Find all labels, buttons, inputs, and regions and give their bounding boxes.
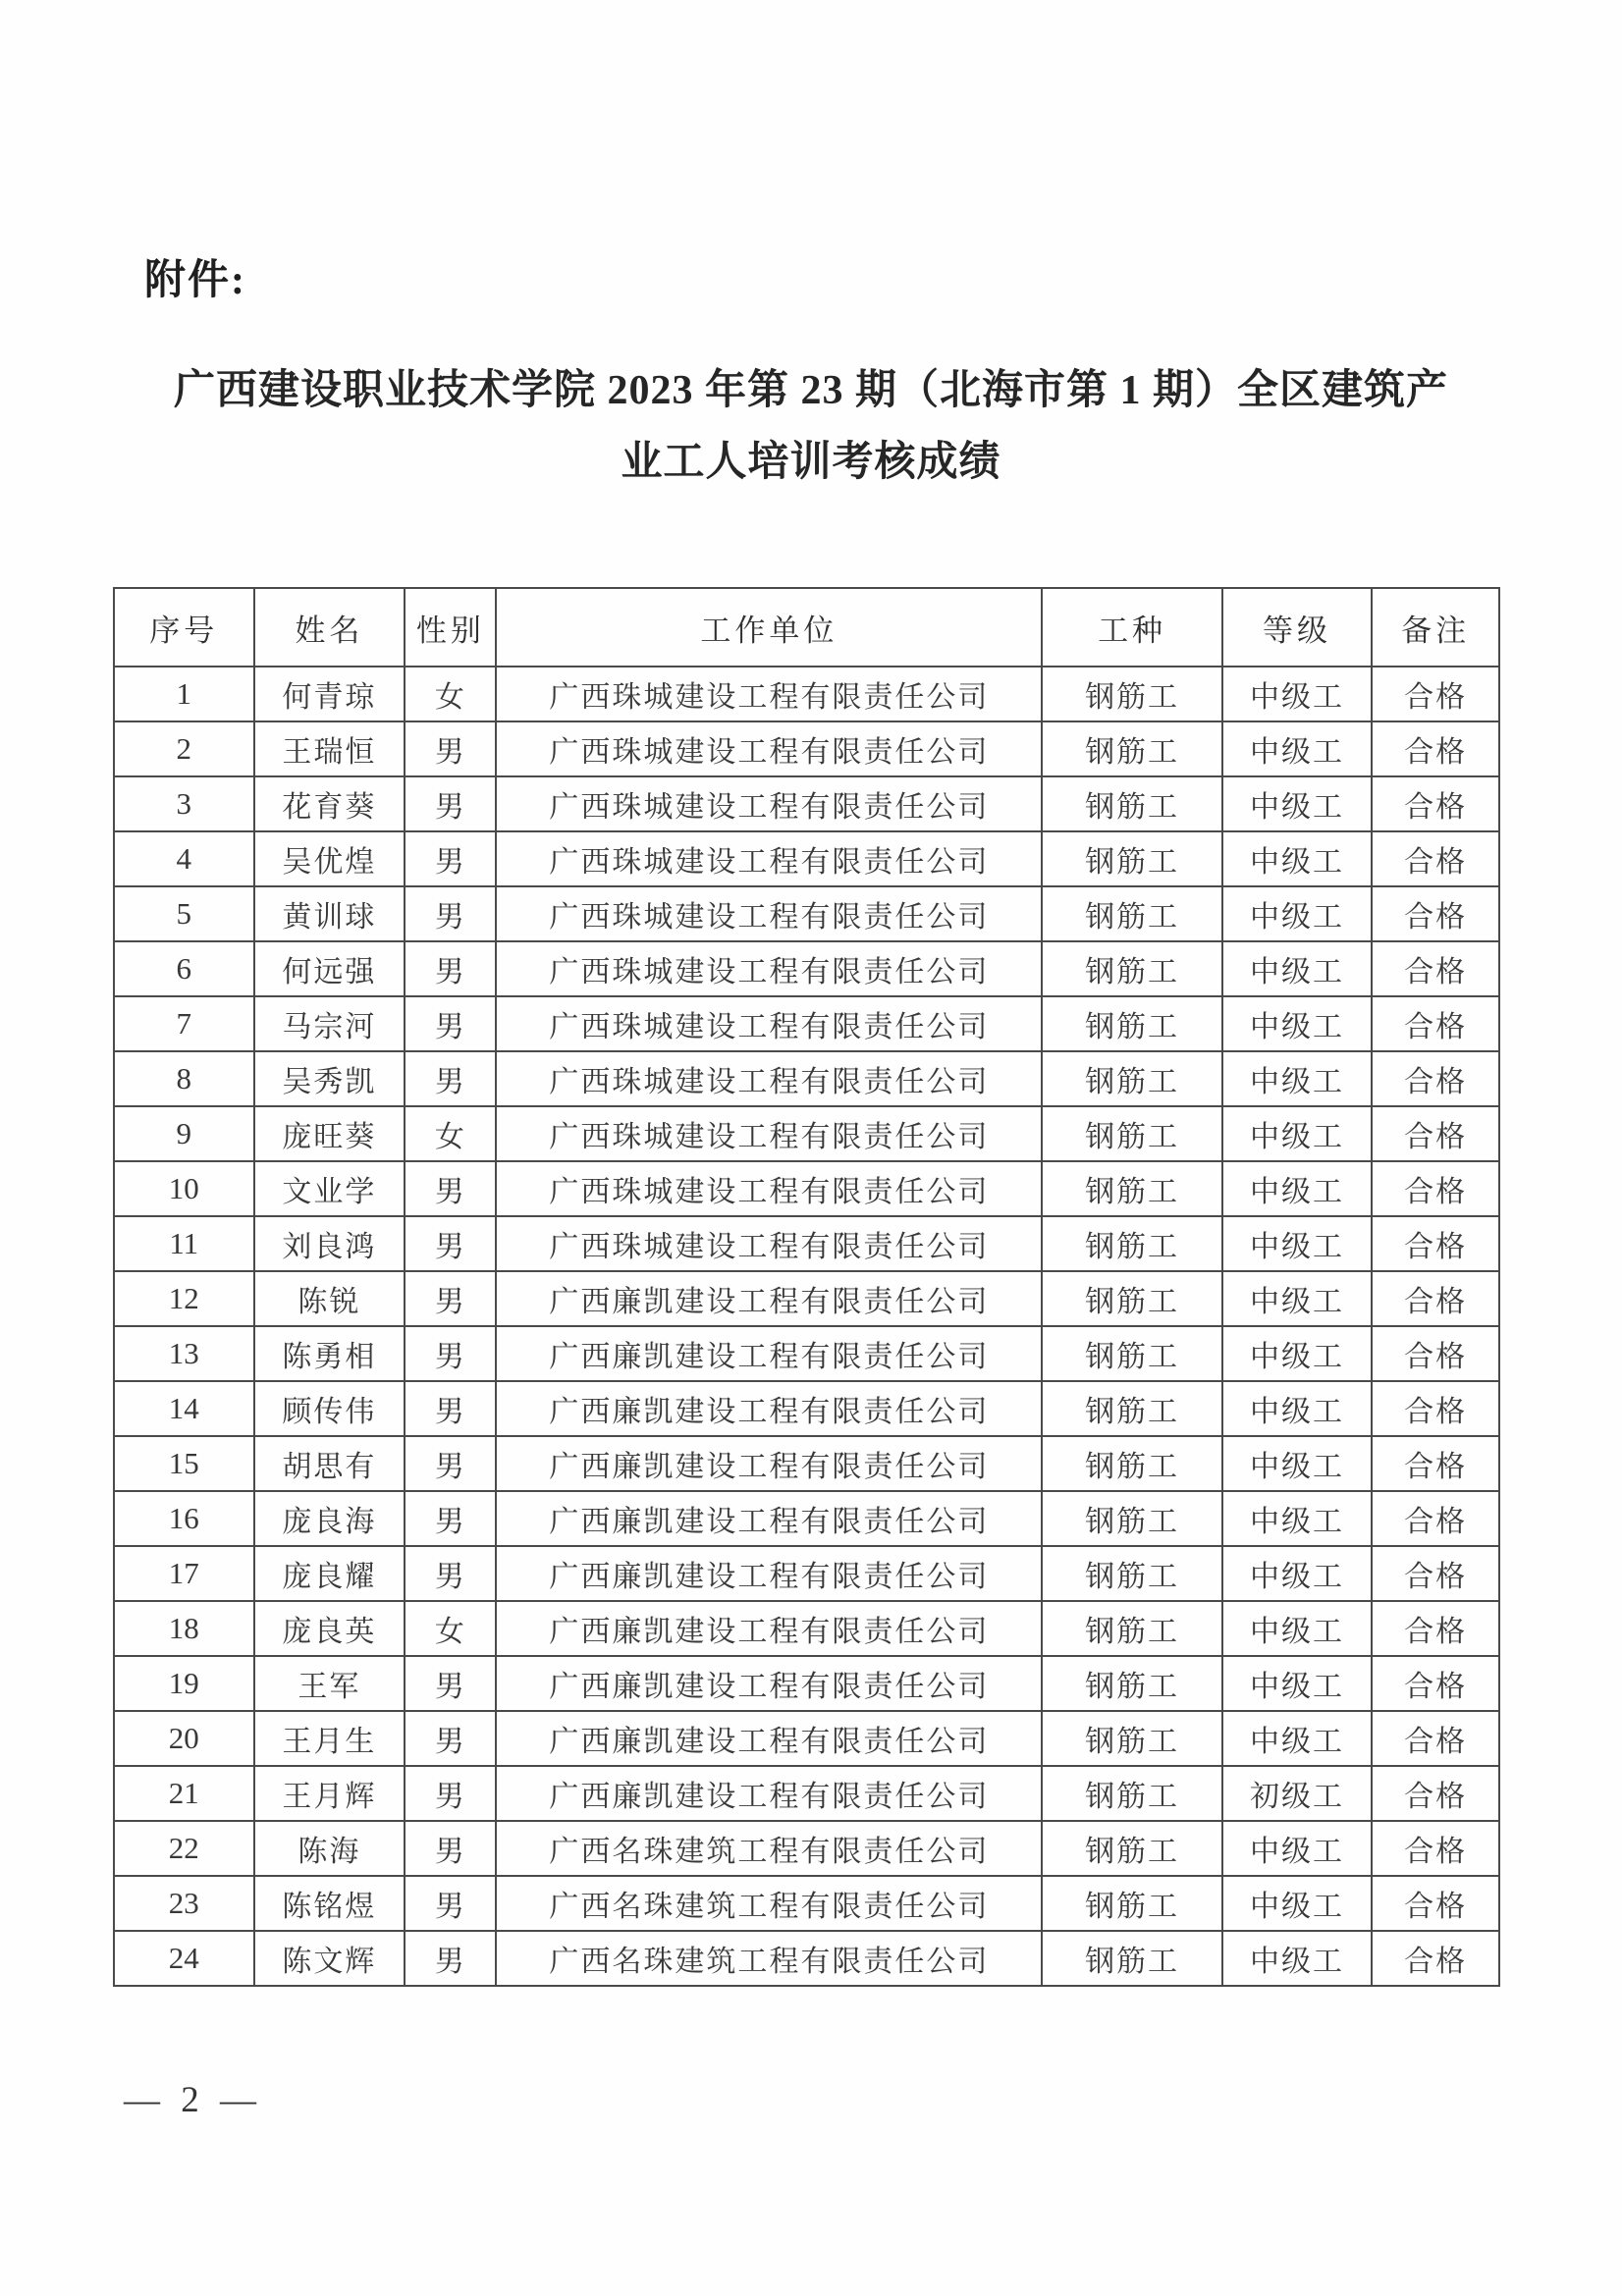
table-cell: 20 (114, 1711, 254, 1766)
table-cell: 广西廉凯建设工程有限责任公司 (496, 1656, 1042, 1711)
table-cell: 合格 (1372, 776, 1499, 831)
table-cell: 男 (405, 1381, 496, 1436)
table-cell: 钢筋工 (1042, 1821, 1221, 1876)
table-cell: 男 (405, 1711, 496, 1766)
table-cell: 钢筋工 (1042, 1271, 1221, 1326)
results-table (113, 587, 1500, 1987)
table-cell: 中级工 (1222, 1546, 1372, 1601)
table-cell: 中级工 (1222, 1271, 1372, 1326)
table-cell: 男 (405, 776, 496, 831)
table-cell: 中级工 (1222, 996, 1372, 1051)
table-cell: 钢筋工 (1042, 1381, 1221, 1436)
table-cell: 中级工 (1222, 1491, 1372, 1546)
table-cell: 文业学 (254, 1161, 406, 1216)
table-row (114, 941, 1499, 996)
table-cell: 广西珠城建设工程有限责任公司 (496, 721, 1042, 776)
table-cell: 中级工 (1222, 1106, 1372, 1161)
table-cell: 12 (114, 1271, 254, 1326)
table-cell: 2 (114, 721, 254, 776)
table-cell: 男 (405, 941, 496, 996)
table-cell: 9 (114, 1106, 254, 1161)
page-number: — 2 — (124, 2080, 262, 2120)
table-cell: 22 (114, 1821, 254, 1876)
table-row (114, 1876, 1499, 1931)
table-cell: 广西名珠建筑工程有限责任公司 (496, 1876, 1042, 1931)
table-cell: 合格 (1372, 1931, 1499, 1986)
table-cell: 中级工 (1222, 1436, 1372, 1491)
table-cell: 13 (114, 1326, 254, 1381)
table-cell: 5 (114, 886, 254, 941)
table-cell: 钢筋工 (1042, 1931, 1221, 1986)
column-header-5: 工种 (1042, 588, 1221, 667)
table-row (114, 1656, 1499, 1711)
table-cell: 胡思有 (254, 1436, 406, 1491)
table-cell: 王月辉 (254, 1766, 406, 1821)
table-row (114, 1271, 1499, 1326)
table-cell: 王月生 (254, 1711, 406, 1766)
table-cell: 中级工 (1222, 1381, 1372, 1436)
table-cell: 广西廉凯建设工程有限责任公司 (496, 1601, 1042, 1656)
table-cell: 广西珠城建设工程有限责任公司 (496, 831, 1042, 886)
table-cell: 初级工 (1222, 1766, 1372, 1821)
table-cell: 广西珠城建设工程有限责任公司 (496, 1051, 1042, 1106)
table-cell: 合格 (1372, 1106, 1499, 1161)
table-cell: 钢筋工 (1042, 1216, 1221, 1271)
table-cell: 合格 (1372, 1656, 1499, 1711)
table-cell: 中级工 (1222, 1601, 1372, 1656)
table-cell: 广西廉凯建设工程有限责任公司 (496, 1436, 1042, 1491)
table-cell: 钢筋工 (1042, 776, 1221, 831)
table-cell: 钢筋工 (1042, 1601, 1221, 1656)
table-cell: 花育葵 (254, 776, 406, 831)
table-cell: 钢筋工 (1042, 1161, 1221, 1216)
table-cell: 8 (114, 1051, 254, 1106)
table-cell: 陈海 (254, 1821, 406, 1876)
table-cell: 广西珠城建设工程有限责任公司 (496, 776, 1042, 831)
table-cell: 广西廉凯建设工程有限责任公司 (496, 1491, 1042, 1546)
table-row (114, 1436, 1499, 1491)
table-cell: 10 (114, 1161, 254, 1216)
column-header-4: 工作单位 (496, 588, 1042, 667)
table-cell: 男 (405, 1656, 496, 1711)
table-cell: 合格 (1372, 1381, 1499, 1436)
table-row (114, 831, 1499, 886)
table-cell: 男 (405, 1161, 496, 1216)
table-cell: 广西廉凯建设工程有限责任公司 (496, 1766, 1042, 1821)
table-cell: 广西名珠建筑工程有限责任公司 (496, 1821, 1042, 1876)
table-cell: 合格 (1372, 941, 1499, 996)
table-cell: 广西珠城建设工程有限责任公司 (496, 1216, 1042, 1271)
table-cell: 陈铭煜 (254, 1876, 406, 1931)
table-cell: 顾传伟 (254, 1381, 406, 1436)
table-cell: 男 (405, 1271, 496, 1326)
table-cell: 24 (114, 1931, 254, 1986)
table-cell: 14 (114, 1381, 254, 1436)
table-cell: 广西珠城建设工程有限责任公司 (496, 667, 1042, 721)
table-cell: 钢筋工 (1042, 1876, 1221, 1931)
column-header-6: 等级 (1222, 588, 1372, 667)
table-cell: 合格 (1372, 667, 1499, 721)
table-cell: 合格 (1372, 1051, 1499, 1106)
table-cell: 男 (405, 1326, 496, 1381)
table-cell: 马宗河 (254, 996, 406, 1051)
table-cell: 广西珠城建设工程有限责任公司 (496, 941, 1042, 996)
table-cell: 合格 (1372, 831, 1499, 886)
table-cell: 男 (405, 886, 496, 941)
table-cell: 钢筋工 (1042, 1106, 1221, 1161)
table-cell: 1 (114, 667, 254, 721)
table-cell: 女 (405, 667, 496, 721)
table-cell: 钢筋工 (1042, 996, 1221, 1051)
table-cell: 黄训球 (254, 886, 406, 941)
table-cell: 男 (405, 1821, 496, 1876)
table-row (114, 1216, 1499, 1271)
table-cell: 合格 (1372, 1161, 1499, 1216)
table-cell: 男 (405, 1546, 496, 1601)
table-cell: 广西珠城建设工程有限责任公司 (496, 886, 1042, 941)
table-cell: 中级工 (1222, 1051, 1372, 1106)
table-row (114, 1381, 1499, 1436)
table-cell: 钢筋工 (1042, 941, 1221, 996)
table-cell: 合格 (1372, 1711, 1499, 1766)
table-cell: 陈锐 (254, 1271, 406, 1326)
table-cell: 21 (114, 1766, 254, 1821)
table-row (114, 886, 1499, 941)
table-cell: 合格 (1372, 1821, 1499, 1876)
table-cell: 吴优煌 (254, 831, 406, 886)
table-cell: 男 (405, 1931, 496, 1986)
table-cell: 钢筋工 (1042, 667, 1221, 721)
table-cell: 广西廉凯建设工程有限责任公司 (496, 1271, 1042, 1326)
column-header-2: 姓名 (254, 588, 406, 667)
table-row (114, 1106, 1499, 1161)
table-cell: 合格 (1372, 1491, 1499, 1546)
table-cell: 合格 (1372, 996, 1499, 1051)
table-cell: 何远强 (254, 941, 406, 996)
table-cell: 男 (405, 1766, 496, 1821)
table-cell: 6 (114, 941, 254, 996)
table-cell: 吴秀凯 (254, 1051, 406, 1106)
table-cell: 19 (114, 1656, 254, 1711)
table-cell: 中级工 (1222, 1216, 1372, 1271)
table-row (114, 1821, 1499, 1876)
table-row (114, 1491, 1499, 1546)
table-cell: 男 (405, 996, 496, 1051)
table-cell: 合格 (1372, 1271, 1499, 1326)
table-cell: 合格 (1372, 1876, 1499, 1931)
table-cell: 庞旺葵 (254, 1106, 406, 1161)
table-cell: 钢筋工 (1042, 1656, 1221, 1711)
table-cell: 中级工 (1222, 1656, 1372, 1711)
table-cell: 中级工 (1222, 831, 1372, 886)
table-body (114, 667, 1499, 1986)
table-row (114, 776, 1499, 831)
table-cell: 中级工 (1222, 1711, 1372, 1766)
document-title (0, 355, 1622, 498)
table-cell: 男 (405, 721, 496, 776)
table-cell: 广西廉凯建设工程有限责任公司 (496, 1711, 1042, 1766)
table-cell: 钢筋工 (1042, 1436, 1221, 1491)
document-title-line-1: 广西建设职业技术学院 2023 年第 23 期（北海市第 1 期）全区建筑产 (173, 368, 1448, 413)
table-row (114, 1161, 1499, 1216)
table-cell: 王军 (254, 1656, 406, 1711)
table-cell: 18 (114, 1601, 254, 1656)
table-cell: 钢筋工 (1042, 1326, 1221, 1381)
table-cell: 庞良海 (254, 1491, 406, 1546)
table-row (114, 721, 1499, 776)
table-cell: 陈文辉 (254, 1931, 406, 1986)
table-cell: 23 (114, 1876, 254, 1931)
table-cell: 17 (114, 1546, 254, 1601)
table-cell: 陈勇相 (254, 1326, 406, 1381)
table-cell: 女 (405, 1106, 496, 1161)
table-cell: 11 (114, 1216, 254, 1271)
table-cell: 男 (405, 1051, 496, 1106)
table-cell: 钢筋工 (1042, 1711, 1221, 1766)
table-row (114, 1546, 1499, 1601)
table-cell: 4 (114, 831, 254, 886)
table-cell: 广西廉凯建设工程有限责任公司 (496, 1546, 1042, 1601)
table-cell: 广西廉凯建设工程有限责任公司 (496, 1381, 1042, 1436)
table-cell: 合格 (1372, 886, 1499, 941)
table-cell: 钢筋工 (1042, 1546, 1221, 1601)
table-cell: 何青琼 (254, 667, 406, 721)
column-header-1: 序号 (114, 588, 254, 667)
table-cell: 广西珠城建设工程有限责任公司 (496, 1161, 1042, 1216)
column-header-3: 性别 (405, 588, 496, 667)
table-cell: 钢筋工 (1042, 1491, 1221, 1546)
table-cell: 3 (114, 776, 254, 831)
table-row (114, 1326, 1499, 1381)
table-cell: 合格 (1372, 1326, 1499, 1381)
table-cell: 中级工 (1222, 1821, 1372, 1876)
table-cell: 中级工 (1222, 1876, 1372, 1931)
table-row (114, 1931, 1499, 1986)
table-cell: 合格 (1372, 1216, 1499, 1271)
table-cell: 钢筋工 (1042, 1766, 1221, 1821)
table-cell: 广西名珠建筑工程有限责任公司 (496, 1931, 1042, 1986)
table-cell: 男 (405, 1216, 496, 1271)
table-cell: 广西珠城建设工程有限责任公司 (496, 1106, 1042, 1161)
table-cell: 广西廉凯建设工程有限责任公司 (496, 1326, 1042, 1381)
table-cell: 女 (405, 1601, 496, 1656)
table-cell: 合格 (1372, 1436, 1499, 1491)
table-cell: 刘良鸿 (254, 1216, 406, 1271)
attachment-label: 附件: (144, 258, 246, 303)
table-cell: 男 (405, 1491, 496, 1546)
table-cell: 合格 (1372, 1546, 1499, 1601)
table-cell: 男 (405, 831, 496, 886)
table-cell: 钢筋工 (1042, 886, 1221, 941)
table-cell: 钢筋工 (1042, 1051, 1221, 1106)
header-row (114, 588, 1499, 667)
table-cell: 庞良耀 (254, 1546, 406, 1601)
table-cell: 中级工 (1222, 667, 1372, 721)
table-row (114, 1766, 1499, 1821)
table-cell: 钢筋工 (1042, 721, 1221, 776)
table-cell: 庞良英 (254, 1601, 406, 1656)
table-cell: 中级工 (1222, 776, 1372, 831)
table-cell: 中级工 (1222, 886, 1372, 941)
table-cell: 中级工 (1222, 1161, 1372, 1216)
table-row (114, 1711, 1499, 1766)
column-header-7: 备注 (1372, 588, 1499, 667)
table-cell: 15 (114, 1436, 254, 1491)
table-cell: 中级工 (1222, 1326, 1372, 1381)
table-cell: 男 (405, 1876, 496, 1931)
table-cell: 男 (405, 1436, 496, 1491)
table-row (114, 996, 1499, 1051)
table-cell: 中级工 (1222, 1931, 1372, 1986)
table-cell: 16 (114, 1491, 254, 1546)
table-row (114, 1601, 1499, 1656)
table-row (114, 667, 1499, 721)
table-cell: 合格 (1372, 1601, 1499, 1656)
table-cell: 中级工 (1222, 941, 1372, 996)
table-cell: 合格 (1372, 721, 1499, 776)
table-cell: 王瑞恒 (254, 721, 406, 776)
table-cell: 合格 (1372, 1766, 1499, 1821)
table-cell: 中级工 (1222, 721, 1372, 776)
table-cell: 7 (114, 996, 254, 1051)
table-cell: 钢筋工 (1042, 831, 1221, 886)
table-row (114, 1051, 1499, 1106)
table-cell: 广西珠城建设工程有限责任公司 (496, 996, 1042, 1051)
document-title-line-2: 业工人培训考核成绩 (621, 439, 1001, 485)
